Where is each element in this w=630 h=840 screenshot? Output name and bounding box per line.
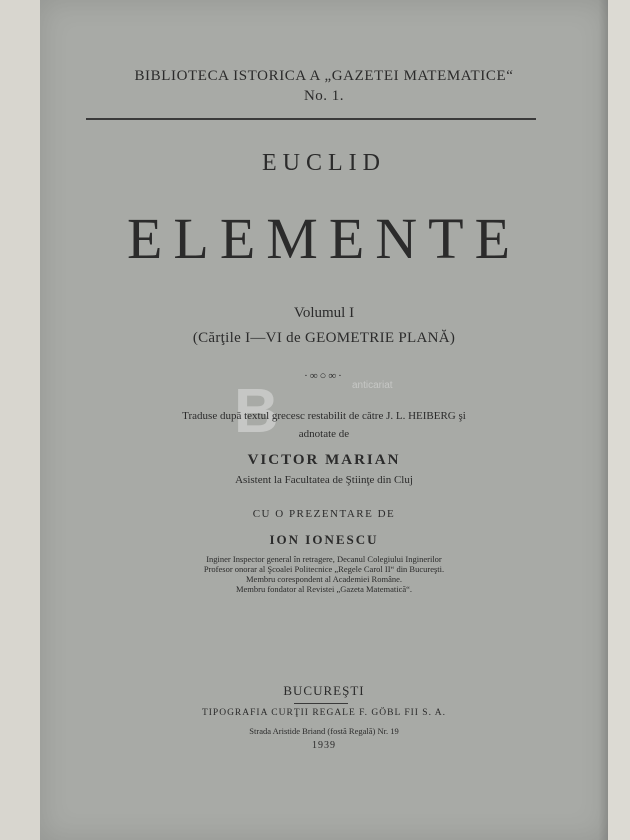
imprint-rule [294,703,348,704]
translation-note-line1: Traduse după textul grecesc restabilit de către J. L. HEIBERG şi [182,410,466,422]
header-rule [86,118,536,120]
presentation-label: CU O PREZENTARE DE [252,508,396,520]
imprint-year: 1939 [312,740,336,751]
watermark-logo: B [234,377,279,446]
imprint-printer: TIPOGRAFIA CURŢII REGALE F. GÖBL FII S. A. [201,708,447,718]
book-cover [40,0,608,840]
volume-label: Volumul I [293,305,355,321]
presenter-name: ION IONESCU [269,532,379,547]
series-title: BIBLIOTECA ISTORICA A „GAZETEI MATEMATICE“ [134,68,514,84]
volume-detail: (Cărţile I—VI de GEOMETRIE PLANĂ) [192,330,456,346]
watermark-text: anticariat [352,380,393,391]
presenter-credential: Profesor onorar al Şcoalei Politecnice „Regele Carol II“ din Bucureşti. [203,564,445,574]
translator-name: VICTOR MARIAN [247,452,401,468]
author-name: EUCLID [262,150,386,176]
imprint-street: Strada Aristide Briand (fostă Regală) Nr. 19 [249,726,399,736]
background-left [0,0,40,840]
book-title: ELEMENTE [126,206,522,271]
presenter-credential: Membru corespondent al Academiei Române. [245,574,403,584]
presenter-credential: Membru fondator al Revistei „Gazeta Matematică“. [235,584,413,594]
ornament-divider: ·∞○∞· [304,370,344,382]
imprint-city: BUCUREŞTI [283,683,365,698]
cover-edge-shadow [598,0,608,840]
background-right [608,0,630,840]
translator-role: Asistent la Facultatea de Ştiinţe din Cluj [235,474,413,486]
series-number: No. 1. [303,88,345,104]
translation-note-line2: adnotate de [298,428,350,440]
presenter-credential: Inginer Inspector general în retragere, Decanul Colegiului Inginerilor [206,554,442,564]
